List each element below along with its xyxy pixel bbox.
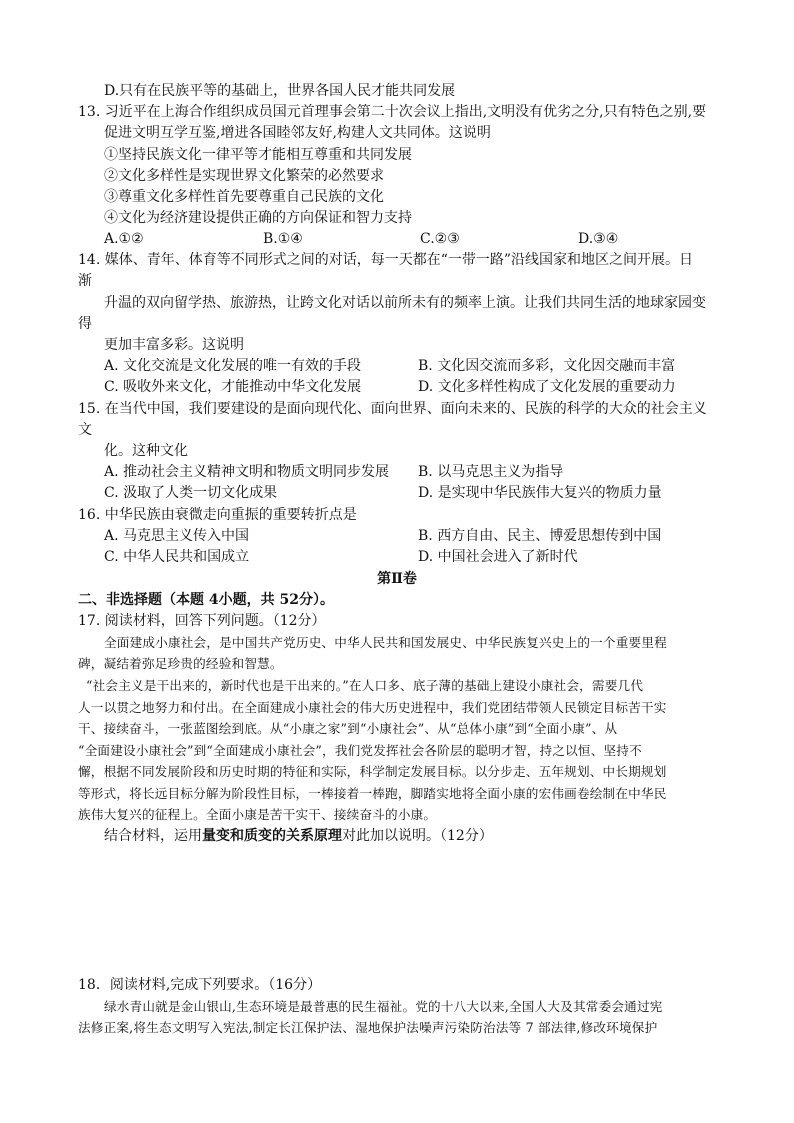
- part-2-heading: 第Ⅱ卷: [377, 571, 417, 587]
- q17-material-line-6: “全面建设小康社会”到“全面建成小康社会”，我们党发挥社会各阶层的聪明才智，持之以恒、坚持不: [78, 743, 642, 758]
- q13-option-d: D.③④: [578, 231, 619, 247]
- q12-option-d: D.只有在民族平等的基础上，世界各国人民才能共同发展: [104, 83, 456, 99]
- section-2-heading: 二、非选择题（本题 4小题，共 52分）。: [78, 592, 334, 608]
- q15-stem-line-1-wrap: 文: [78, 422, 92, 438]
- q14-stem-line-2-wrap: 得: [78, 316, 92, 332]
- q13-item-2: ②文化多样性是实现世界文化繁荣的必然要求: [104, 168, 384, 184]
- q13-item-4: ④文化为经济建设提供正确的方向保证和智力支持: [104, 210, 412, 226]
- q17-material-line-8: 等形式，将长远目标分解为阶段性目标，一棒接着一棒跑，脚踏实地将全面小康的宏伟画卷绘制在中华民: [78, 786, 667, 801]
- q17-task-post: 对此加以说明。（12分）: [342, 828, 493, 844]
- q17-stem: 17. 阅读材料，回答下列问题。（12分）: [78, 613, 326, 629]
- q18-material-line-1: 绿水青山就是金山银山,生态环境是最普惠的民生福祉。党的十八大以来,全国人大及其常委会通过宪: [104, 999, 663, 1014]
- q15-stem-line-2: 化。这种文化: [104, 443, 188, 459]
- q17-material-line-2: 碑，凝结着弥足珍贵的经验和智慧。: [78, 656, 283, 671]
- q15-option-c: C. 汲取了人类一切文化成果: [104, 485, 278, 501]
- q13-option-b: B.①④: [263, 231, 303, 247]
- q13-stem-line-1: 13. 习近平在上海合作组织成员国元首理事会第二十次会议上指出,文明没有优劣之分,只有特色之别,要: [78, 104, 707, 120]
- q15-option-a: A. 推动社会主义精神文明和物质文明同步发展: [104, 464, 390, 480]
- q18-material-line-2: 法修正案,将生态文明写入宪法,制定长江保护法、湿地保护法噪声污染防治法等 7 部法律,修改环境保护: [78, 1020, 658, 1035]
- q13-stem-line-2: 促进文明互学互鉴,增进各国睦邻友好,构建人文共同体。这说明: [104, 125, 491, 141]
- q14-stem-line-1: 14. 媒体、青年、体育等不同形式之间的对话，每一天都在“一带一路”沿线国家和地区之间开展。日: [78, 252, 694, 268]
- q13-option-a: A.①②: [104, 231, 144, 247]
- q13-item-3: ③尊重文化多样性首先要尊重自己民族的文化: [104, 189, 384, 205]
- q16-stem: 16. 中华民族由衰微走向重振的重要转折点是: [78, 507, 357, 523]
- q17-task-bold: 量变和质变的关系原理: [202, 828, 342, 844]
- q15-option-d: D. 是实现中华民族伟大复兴的物质力量: [418, 485, 662, 501]
- q17-task-pre: 结合材料，运用: [104, 828, 202, 844]
- q17-material-line-3: “社会主义是干出来的，新时代也是干出来的。”在人口多、底子薄的基础上建设小康社会，需要几代: [86, 678, 644, 693]
- q16-option-a: A. 马克思主义传入中国: [104, 528, 250, 544]
- q17-material-line-9: 族伟大复兴的征程上。全面小康是苦干实干、接续奋斗的小康。: [78, 807, 437, 822]
- q14-option-b: B. 文化因交流而多彩，文化因交融而丰富: [418, 358, 676, 374]
- q17-material-line-4: 人一以贯之地努力和付出。在全面建成小康社会的伟大历史进程中，我们党团结带领人民锁定目标苦干实: [78, 700, 667, 715]
- q18-stem: 18．阅读材料,完成下列要求。（16分）: [78, 977, 322, 993]
- q17-task: [104, 827, 493, 845]
- q14-option-a: A. 文化交流是文化发展的唯一有效的手段: [104, 358, 362, 374]
- q14-stem-line-2: 升温的双向留学热、旅游热，让跨文化对话以前所未有的频率上演。让我们共同生活的地球家园变: [104, 295, 706, 311]
- q15-stem-line-1: 15. 在当代中国，我们要建设的是面向现代化、面向世界、面向未来的、民族的科学的大众的社会主义: [78, 401, 707, 417]
- q17-material-line-7: 懈，根据不同发展阶段和历史时期的特征和实际，科学制定发展目标。以分步走、五年规划、中长期规划: [78, 764, 667, 779]
- q14-stem-line-1-wrap: 渐: [78, 273, 92, 289]
- q14-option-d: D. 文化多样性构成了文化发展的重要动力: [418, 379, 676, 395]
- q16-option-c: C. 中华人民共和国成立: [104, 549, 250, 565]
- q16-option-d: D. 中国社会进入了新时代: [418, 549, 578, 565]
- q16-option-b: B. 西方自由、民主、博爱思想传到中国: [418, 528, 662, 544]
- q13-item-1: ①坚持民族文化一律平等才能相互尊重和共同发展: [104, 147, 412, 163]
- q14-option-c: C. 吸收外来文化，才能推动中华文化发展: [104, 379, 362, 395]
- q14-stem-line-3: 更加丰富多彩。这说明: [104, 337, 244, 353]
- q13-option-c: C.②③: [420, 231, 460, 247]
- q15-option-b: B. 以马克思主义为指导: [418, 464, 564, 480]
- q17-material-line-5: 干、接续奋斗，一张蓝图绘到底。从“小康之家”到“小康社会”、从“总体小康”到“全面小康”、从: [78, 721, 618, 736]
- q17-material-line-1: 全面建成小康社会，是中国共产党历史、中华人民共和国发展史、中华民族复兴史上的一个重要里程: [104, 635, 667, 650]
